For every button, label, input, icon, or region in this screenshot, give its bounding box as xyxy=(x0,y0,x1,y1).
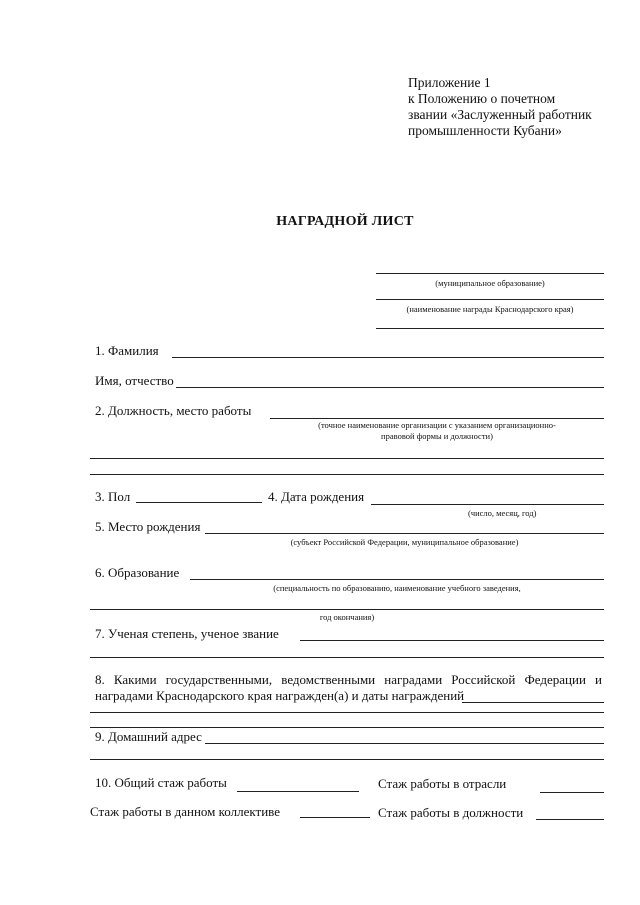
appendix-line-2: к Положению о почетном xyxy=(408,91,556,106)
birth-date-field[interactable] xyxy=(371,504,604,505)
address-extra-line[interactable] xyxy=(90,759,604,760)
birth-place-label: 5. Место рождения xyxy=(95,519,201,534)
surname-field[interactable] xyxy=(172,357,604,358)
sex-field[interactable] xyxy=(136,502,262,503)
total-experience-label: 10. Общий стаж работы xyxy=(95,775,227,790)
position-label: 2. Должность, место работы xyxy=(95,403,252,418)
degree-extra-line[interactable] xyxy=(90,657,604,658)
birth-place-hint: (субъект Российской Федерации, муниципальное образование) xyxy=(290,537,519,547)
awards-field[interactable] xyxy=(462,702,604,703)
education-hint-1: (специальность по образованию, наименование учебного заведения, xyxy=(273,583,521,593)
awards-question-line-1: 8. Какими государственными, ведомственными наградами Российской Федерации и xyxy=(95,672,602,687)
education-hint-2: год окончания) xyxy=(319,612,375,622)
award-name-line[interactable] xyxy=(376,299,604,300)
degree-field[interactable] xyxy=(300,640,604,641)
name-patronymic-field[interactable] xyxy=(176,387,604,388)
awards-extra-line-1[interactable] xyxy=(90,712,604,713)
position-extra-line-1[interactable] xyxy=(90,458,604,459)
appendix-line-1: Приложение 1 xyxy=(408,75,491,90)
position-hint-2: правовой формы и должности) xyxy=(381,431,493,441)
municipal-line[interactable] xyxy=(376,273,604,274)
award-name-line-2[interactable] xyxy=(376,328,604,329)
position-field[interactable] xyxy=(270,418,604,419)
appendix-line-3: звании «Заслуженный работник xyxy=(408,107,592,122)
award-name-hint: (наименование награды Краснодарского края) xyxy=(406,304,574,314)
appendix-line-4: промышленности Кубани» xyxy=(408,123,562,138)
position-experience-field[interactable] xyxy=(536,819,604,820)
position-hint-1: (точное наименование организации с указанием организационно- xyxy=(318,420,556,430)
industry-experience-field[interactable] xyxy=(540,792,604,793)
total-experience-field[interactable] xyxy=(237,791,359,792)
sex-label: 3. Пол xyxy=(95,489,131,504)
birth-date-label: 4. Дата рождения xyxy=(268,489,365,504)
degree-label: 7. Ученая степень, ученое звание xyxy=(95,626,279,641)
position-extra-line-2[interactable] xyxy=(90,474,604,475)
education-field[interactable] xyxy=(190,579,604,580)
name-patronymic-label: Имя, отчество xyxy=(95,373,174,388)
address-label: 9. Домашний адрес xyxy=(95,729,202,744)
address-field[interactable] xyxy=(205,743,604,744)
appendix-block xyxy=(408,75,592,139)
birth-date-hint: (число, месяц, год) xyxy=(468,508,537,518)
birth-place-field[interactable] xyxy=(205,533,604,534)
position-experience-label: Стаж работы в должности xyxy=(378,805,524,820)
team-experience-label: Стаж работы в данном коллективе xyxy=(90,804,280,819)
awards-question-line-2: наградами Краснодарского края награжден(а) и даты награждений xyxy=(95,688,465,703)
municipal-hint: (муниципальное образование) xyxy=(435,278,545,288)
document-title: НАГРАДНОЙ ЛИСТ xyxy=(276,214,414,229)
surname-label: 1. Фамилия xyxy=(95,343,159,358)
awards-extra-line-2[interactable] xyxy=(90,727,604,728)
team-experience-field[interactable] xyxy=(300,817,370,818)
education-extra-line[interactable] xyxy=(90,609,604,610)
industry-experience-label: Стаж работы в отрасли xyxy=(378,776,507,791)
education-label: 6. Образование xyxy=(95,565,180,580)
